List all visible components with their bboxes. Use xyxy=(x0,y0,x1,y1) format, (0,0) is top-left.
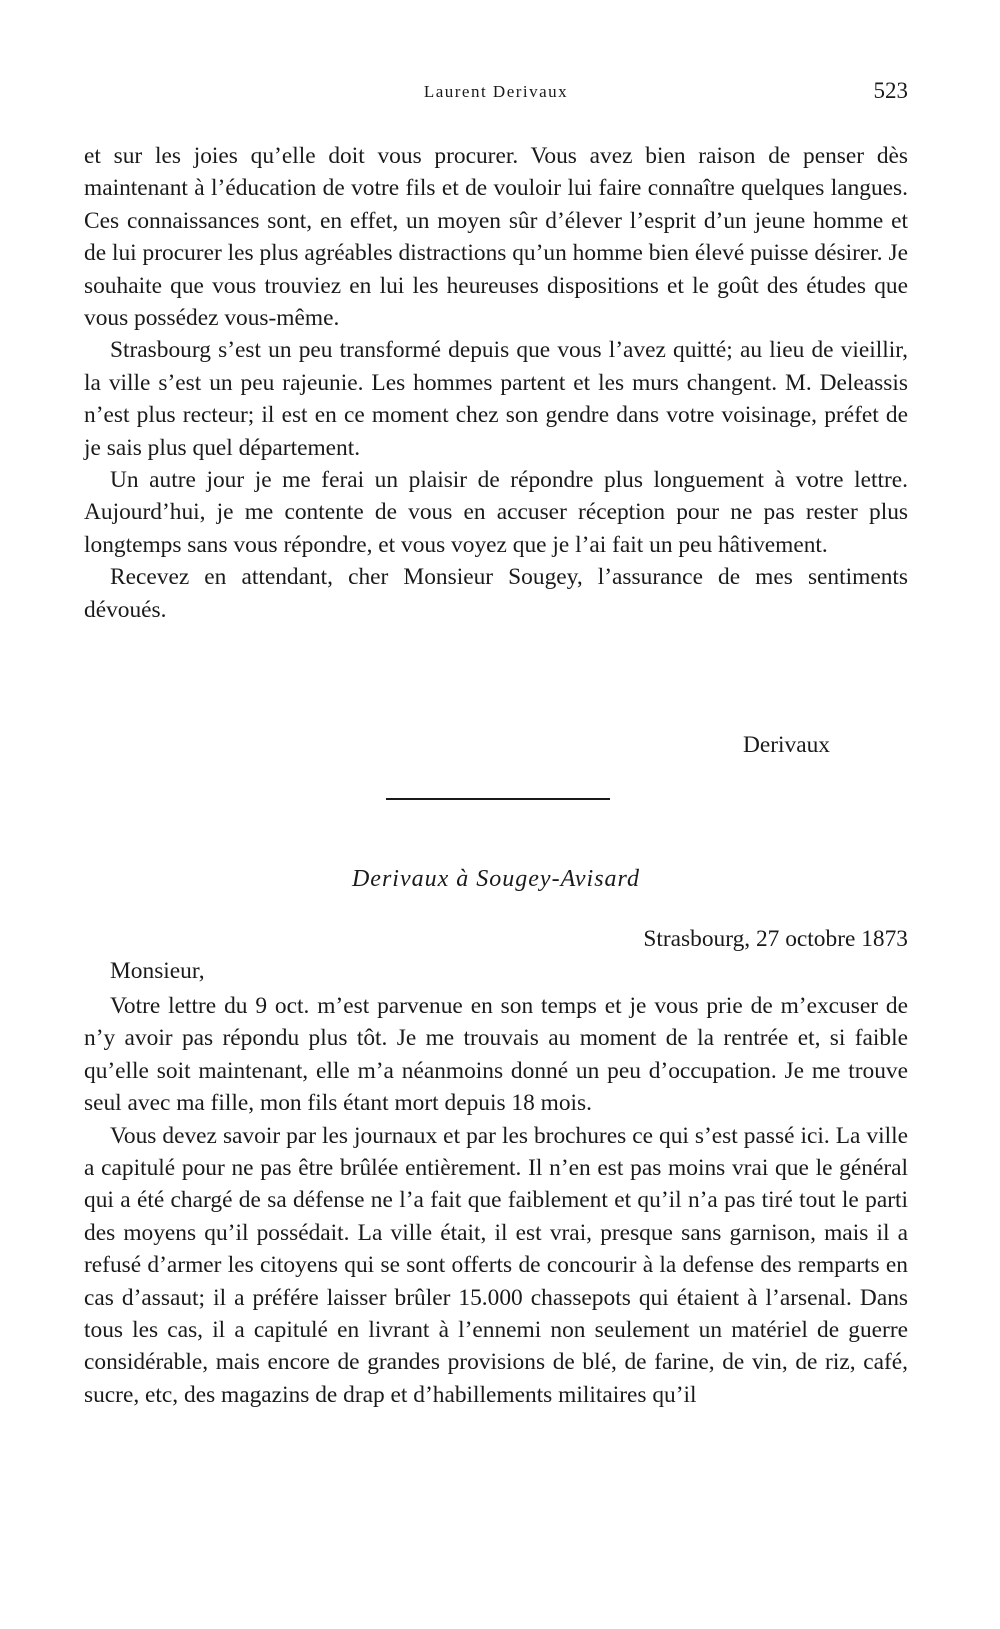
page-number: 523 xyxy=(873,78,908,103)
letter-2-paragraph: Vous devez savoir par les journaux et par les brochures ce qui s’est passé ici. La ville a capitulé pour ne pas être brûlée entièrement. Il n’en est pas moins vrai que le général qui a été chargé de sa défense ne l’a fait que faiblement et qu’il n’a pas tiré tout le parti des moyens qu’il possédait. La ville était, il est vrai, presque sans garnison, mais il a refusé d’armer les citoyens qui se sont offerts de concourir à la defense des remparts en cas d’assaut; il a préfére laisser brûler 15.000 chassepots qui étaient à l’arsenal. Dans tous les cas, il a capitulé en livrant à l’ennemi non seulement un matériel de guerre considérable, mais encore de grandes provisions de blé, de farine, de vin, de riz, café, sucre, etc, des magazins de drap et d’habillements militaires qu’il xyxy=(84,1122,908,1408)
letter-1-body xyxy=(84,140,908,626)
letter-1-paragraph: et sur les joies qu’elle doit vous procurer. Vous avez bien raison de penser dès maintenant à l’éducation de votre fils et de vouloir lui faire connaître quelques langues. Ces connaissances sont, en effet, un moyen sûr d’élever l’esprit d’un jeune homme et de lui procurer les plus agréables distractions qu’un homme bien élevé puisse désirer. Je souhaite que vous trouviez en lui les heureuses dispositions et le goût des études que vous possédez vous-même. xyxy=(84,143,908,332)
running-title: Laurent Derivaux xyxy=(423,82,569,101)
letter-2-dateline: Strasbourg, 27 octobre 1873 xyxy=(643,926,908,952)
letter-2-heading: Derivaux à Sougey-Avisard xyxy=(351,866,641,892)
letter-1-paragraph: Recevez en attendant, cher Monsieur Sougey, l’assurance de mes sentiments dévoués. xyxy=(84,564,908,623)
letter-1-paragraph: Un autre jour je me ferai un plaisir de répondre plus longuement à votre lettre. Aujourd’hui, je me contente de vous en accuser réception pour ne pas rester plus longtemps sans vous répondre, et vous voyez que je l’ai fait un peu hâtivement. xyxy=(84,467,908,558)
letter-2-paragraph: Votre lettre du 9 oct. m’est parvenue en son temps et je vous prie de m’excuser de n’y avoir pas répondu plus tôt. Je me trouvais au moment de la rentrée et, si faible qu’elle soit maintenant, elle m’a néanmoins donné un peu d’occupation. Je me trouve seul avec ma fille, mon fils étant mort depuis 18 mois. xyxy=(84,993,908,1117)
letter-2-body xyxy=(84,990,908,1411)
letter-1-signature: Derivaux xyxy=(742,732,830,758)
running-header xyxy=(84,78,908,108)
letter-2-salutation: Monsieur, xyxy=(110,958,205,984)
letter-1-paragraph: Strasbourg s’est un peu transformé depuis que vous l’avez quitté; au lieu de vieillir, la ville s’est un peu rajeunie. Les hommes partent et les murs changent. M. Deleassis n’est plus recteur; il est en ce moment chez son gendre dans votre voisinage, préfet de je sais plus quel département. xyxy=(84,337,908,461)
section-divider xyxy=(386,798,610,800)
